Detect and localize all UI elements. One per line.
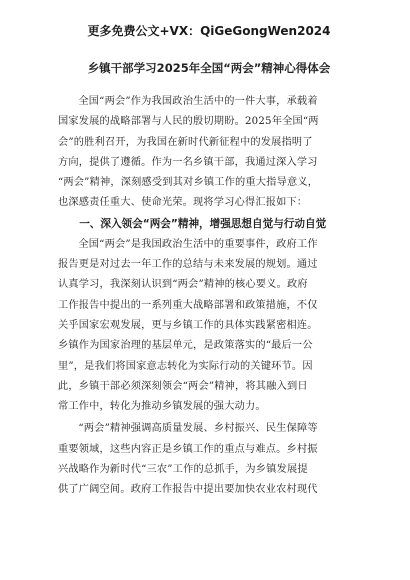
paragraph-line: 里”，是我们将国家意志转化为实际行动的关键环节。因	[58, 360, 313, 372]
section1-paragraph-2	[58, 419, 360, 500]
paragraph-line: 全国“两会”是我国政治生活中的重要事件，政府工作	[78, 238, 318, 250]
section-heading: 一、深入领会“两会”精神，增强思想自觉与行动自觉	[79, 217, 327, 230]
paragraph-line: 报告更是对过去一年工作的总结与未来发展的规划。通过	[58, 259, 318, 271]
paragraph-line: 关乎国家宏观发展，更与乡镇工作的具体实践紧密相连。	[58, 319, 318, 331]
paragraph-line: “两会”精神强调高质量发展、乡村振兴、民生保障等	[78, 423, 318, 435]
section1-paragraph-1	[58, 235, 360, 418]
paragraph-line: 认真学习，我深刻认识到“两会”精神的核心要义。政府	[58, 279, 308, 291]
intro-line: 国家发展的战略部署与人民的殷切期盼。2025年全国“两	[58, 116, 319, 128]
paragraph-line: 乡镇作为国家治理的基层单元，是政策落实的“最后一公	[58, 340, 313, 352]
intro-line: 也深感责任重大、使命光荣。现将学习心得汇报如下：	[58, 197, 308, 209]
intro-line: “两会”精神，深刻感受到其对乡镇工作的重大指导意义，	[58, 177, 319, 189]
intro-line: 方向，提供了遵循。作为一名乡镇干部，我通过深入学习	[58, 156, 318, 168]
intro-line: 会”的胜利召开，为我国在新时代新征程中的发展指明了	[58, 136, 313, 148]
document-title: 乡镇干部学习2025年全国“两会”精神心得体会	[87, 61, 331, 75]
intro-line: 全国“两会”作为我国政治生活中的一件大事，承载着	[78, 96, 318, 107]
promo-banner: 更多免费公文+VX：QiGeGongWen2024	[87, 24, 331, 38]
paragraph-line: 此，乡镇干部必须深刻领会“两会”精神，将其融入到日	[58, 380, 308, 392]
paragraph-line: 常工作中，转化为推动乡镇发展的强大动力。	[58, 401, 266, 413]
intro-paragraph	[58, 92, 360, 214]
paragraph-line: 重要领域，这些内容正是乡镇工作的重点与难点。乡村振	[58, 443, 318, 455]
paragraph-line: 兴战略作为新时代“三农”工作的总抓手，为乡镇发展提	[58, 464, 308, 476]
paragraph-line: 工作报告中提出的一系列重大战略部署和政策措施，不仅	[58, 299, 318, 311]
paragraph-line: 供了广阔空间。政府工作报告中提出要加快农业农村现代	[58, 484, 318, 496]
